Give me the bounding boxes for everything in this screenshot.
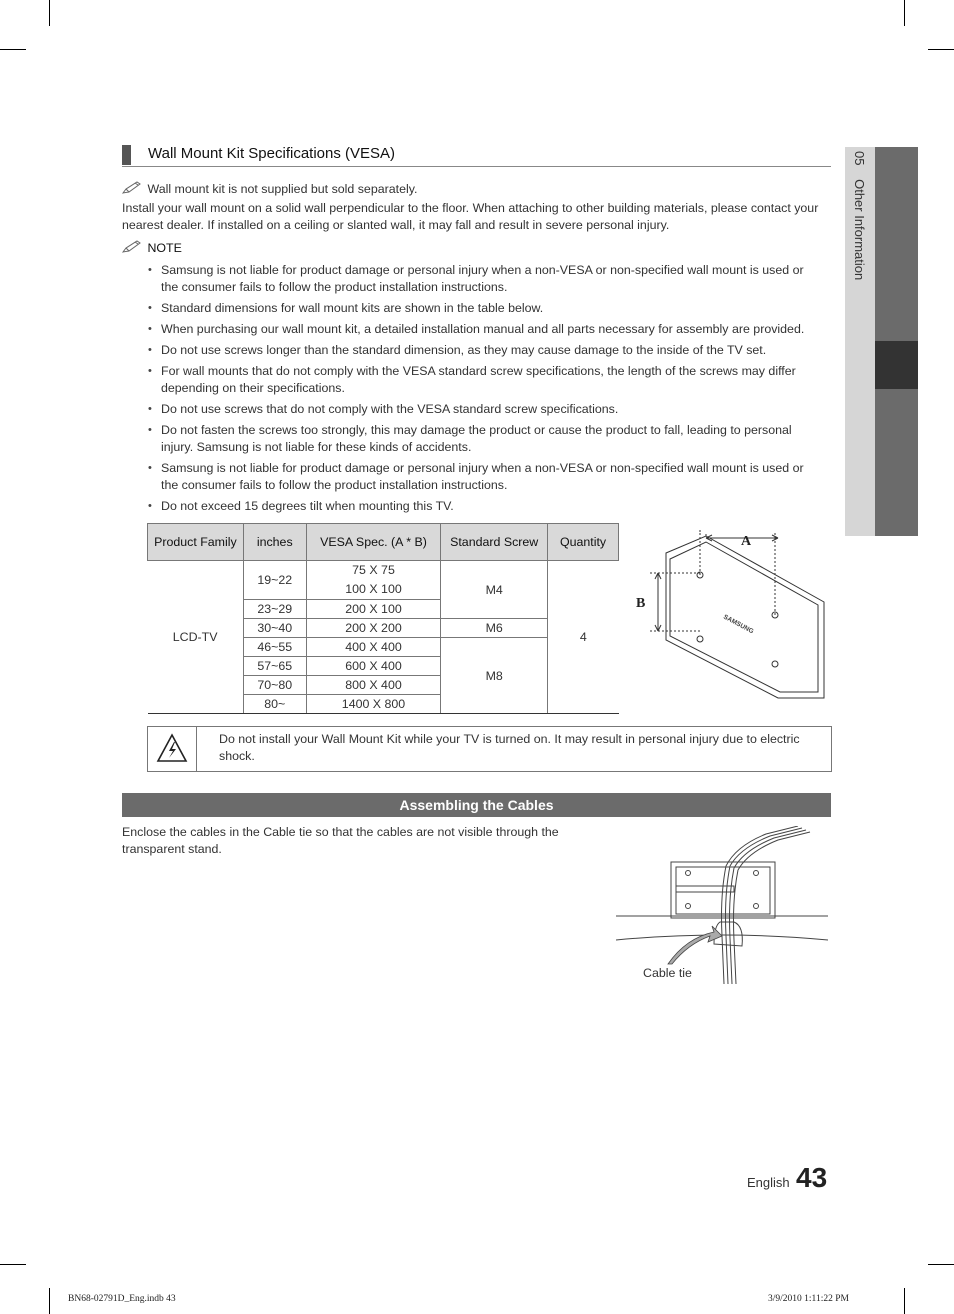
vesa-value: 75 X 75 [352, 563, 395, 577]
dimension-label-b: B [636, 596, 646, 611]
col-header: Product Family [148, 524, 244, 561]
screw-cell: M8 [441, 638, 548, 714]
cable-tie-label: Cable tie [643, 966, 692, 980]
vesa-value: 100 X 100 [345, 582, 402, 596]
caution-icon-box [148, 727, 197, 771]
crop-mark [49, 0, 50, 26]
chapter-number: 05 [852, 151, 867, 166]
cables-paragraph: Enclose the cables in the Cable tie so that the cables are not visible through the transparent stand. [122, 825, 559, 856]
page-number: 43 [796, 1162, 828, 1193]
pencil-note-icon [122, 240, 144, 254]
note-line [122, 181, 417, 198]
crop-mark [904, 1288, 905, 1314]
vesa-cell: 800 X 400 [306, 676, 441, 695]
brand-logo-text: SAMSUNG [722, 613, 755, 636]
vesa-cell: 200 X 200 [306, 619, 441, 638]
family-cell: LCD-TV [148, 561, 244, 714]
vesa-cell: 1400 X 800 [306, 695, 441, 714]
list-item: • Samsung is not liable for product damage or personal injury when a non-VESA or non-specified wall mount is used or the consumer fails to follow the product installation instructions. [148, 262, 820, 296]
col-header: Standard Screw [441, 524, 548, 561]
tab-block-active [875, 341, 918, 389]
section-title: Wall Mount Kit Specifications (VESA) [148, 145, 396, 162]
vesa-cell [306, 561, 441, 600]
list-item: • Samsung is not liable for product damage or personal injury when a non-VESA or non-specified wall mount is used or the consumer fails to follow the product installation instructions. [148, 460, 820, 494]
list-item: • For wall mounts that do not comply with the VESA standard screw specifications, the length of the screws may differ depending on their specifications. [148, 363, 820, 397]
crop-mark [0, 49, 26, 50]
list-item: • Do not exceed 15 degrees tilt when mounting this TV. [148, 498, 820, 515]
page-language: English [747, 1175, 790, 1190]
footer-file: BN68-02791D_Eng.indb 43 [68, 1294, 176, 1304]
vesa-cell: 200 X 100 [306, 600, 441, 619]
note-text: Wall mount kit is not supplied but sold separately. [147, 182, 418, 196]
inches-cell: 23~29 [243, 600, 306, 619]
heading-bar [122, 145, 131, 165]
inches-cell: 80~ [243, 695, 306, 714]
inches-cell: 70~80 [243, 676, 306, 695]
inches-cell: 46~55 [243, 638, 306, 657]
list-item: • Do not fasten the screws too strongly, this may damage the product or cause the product to fall, leading to personal injury. Samsung is not liable for these kinds of accidents. [148, 422, 820, 456]
intro-paragraph: Install your wall mount on a solid wall perpendicular to the floor. When attaching to other building materials, please contact your nearest dealer. If installed on a ceiling or slanted wall, it may fall and result in severe personal injury. [122, 201, 819, 232]
chapter-side-tab [845, 147, 918, 536]
electric-shock-warning-icon [148, 727, 196, 771]
vesa-cell: 400 X 400 [306, 638, 441, 657]
tv-back-diagram [628, 528, 828, 703]
list-item: • Do not use screws that do not comply with the VESA standard screw specifications. [148, 401, 820, 418]
list-item: • When purchasing our wall mount kit, a detailed installation manual and all parts necessary for assembly are provided. [148, 321, 820, 338]
dimension-label-a: A [741, 534, 752, 549]
note-label: NOTE [147, 241, 182, 255]
crop-mark [0, 1264, 26, 1265]
tab-block [875, 389, 918, 536]
screw-cell: M4 [441, 561, 548, 619]
cable-tie-diagram [616, 826, 828, 986]
chapter-title: Other Information [852, 179, 867, 281]
caution-text: Do not install your Wall Mount Kit while your TV is turned on. It may result in personal injury due to electric shock. [219, 732, 800, 763]
chapter-label [852, 151, 867, 280]
col-header: Quantity [548, 524, 619, 561]
note-bullet-list [148, 262, 820, 519]
screw-cell: M6 [441, 619, 548, 638]
table-header-row [148, 524, 619, 561]
crop-mark [49, 1288, 50, 1314]
list-item: • Standard dimensions for wall mount kits are shown in the table below. [148, 300, 820, 317]
vesa-spec-table [147, 523, 619, 714]
quantity-cell: 4 [548, 561, 619, 714]
footer-timestamp: 3/9/2010 1:11:22 PM [768, 1294, 849, 1304]
list-item: • Do not use screws longer than the standard dimension, as they may cause damage to the inside of the TV set. [148, 342, 820, 359]
crop-mark [904, 0, 905, 26]
inches-cell: 57~65 [243, 657, 306, 676]
section-heading [122, 144, 831, 167]
cables-section-heading: Assembling the Cables [122, 793, 831, 817]
note-heading [122, 240, 182, 257]
col-header: inches [243, 524, 306, 561]
inches-cell: 30~40 [243, 619, 306, 638]
table-row [148, 561, 619, 600]
callout-arrow [668, 926, 722, 964]
tab-block [875, 147, 918, 341]
crop-mark [928, 49, 954, 50]
inches-cell: 19~22 [243, 561, 306, 600]
caution-box [147, 726, 832, 772]
col-header: VESA Spec. (A * B) [306, 524, 441, 561]
vesa-cell: 600 X 400 [306, 657, 441, 676]
pencil-note-icon [122, 181, 144, 195]
crop-mark [928, 1264, 954, 1265]
